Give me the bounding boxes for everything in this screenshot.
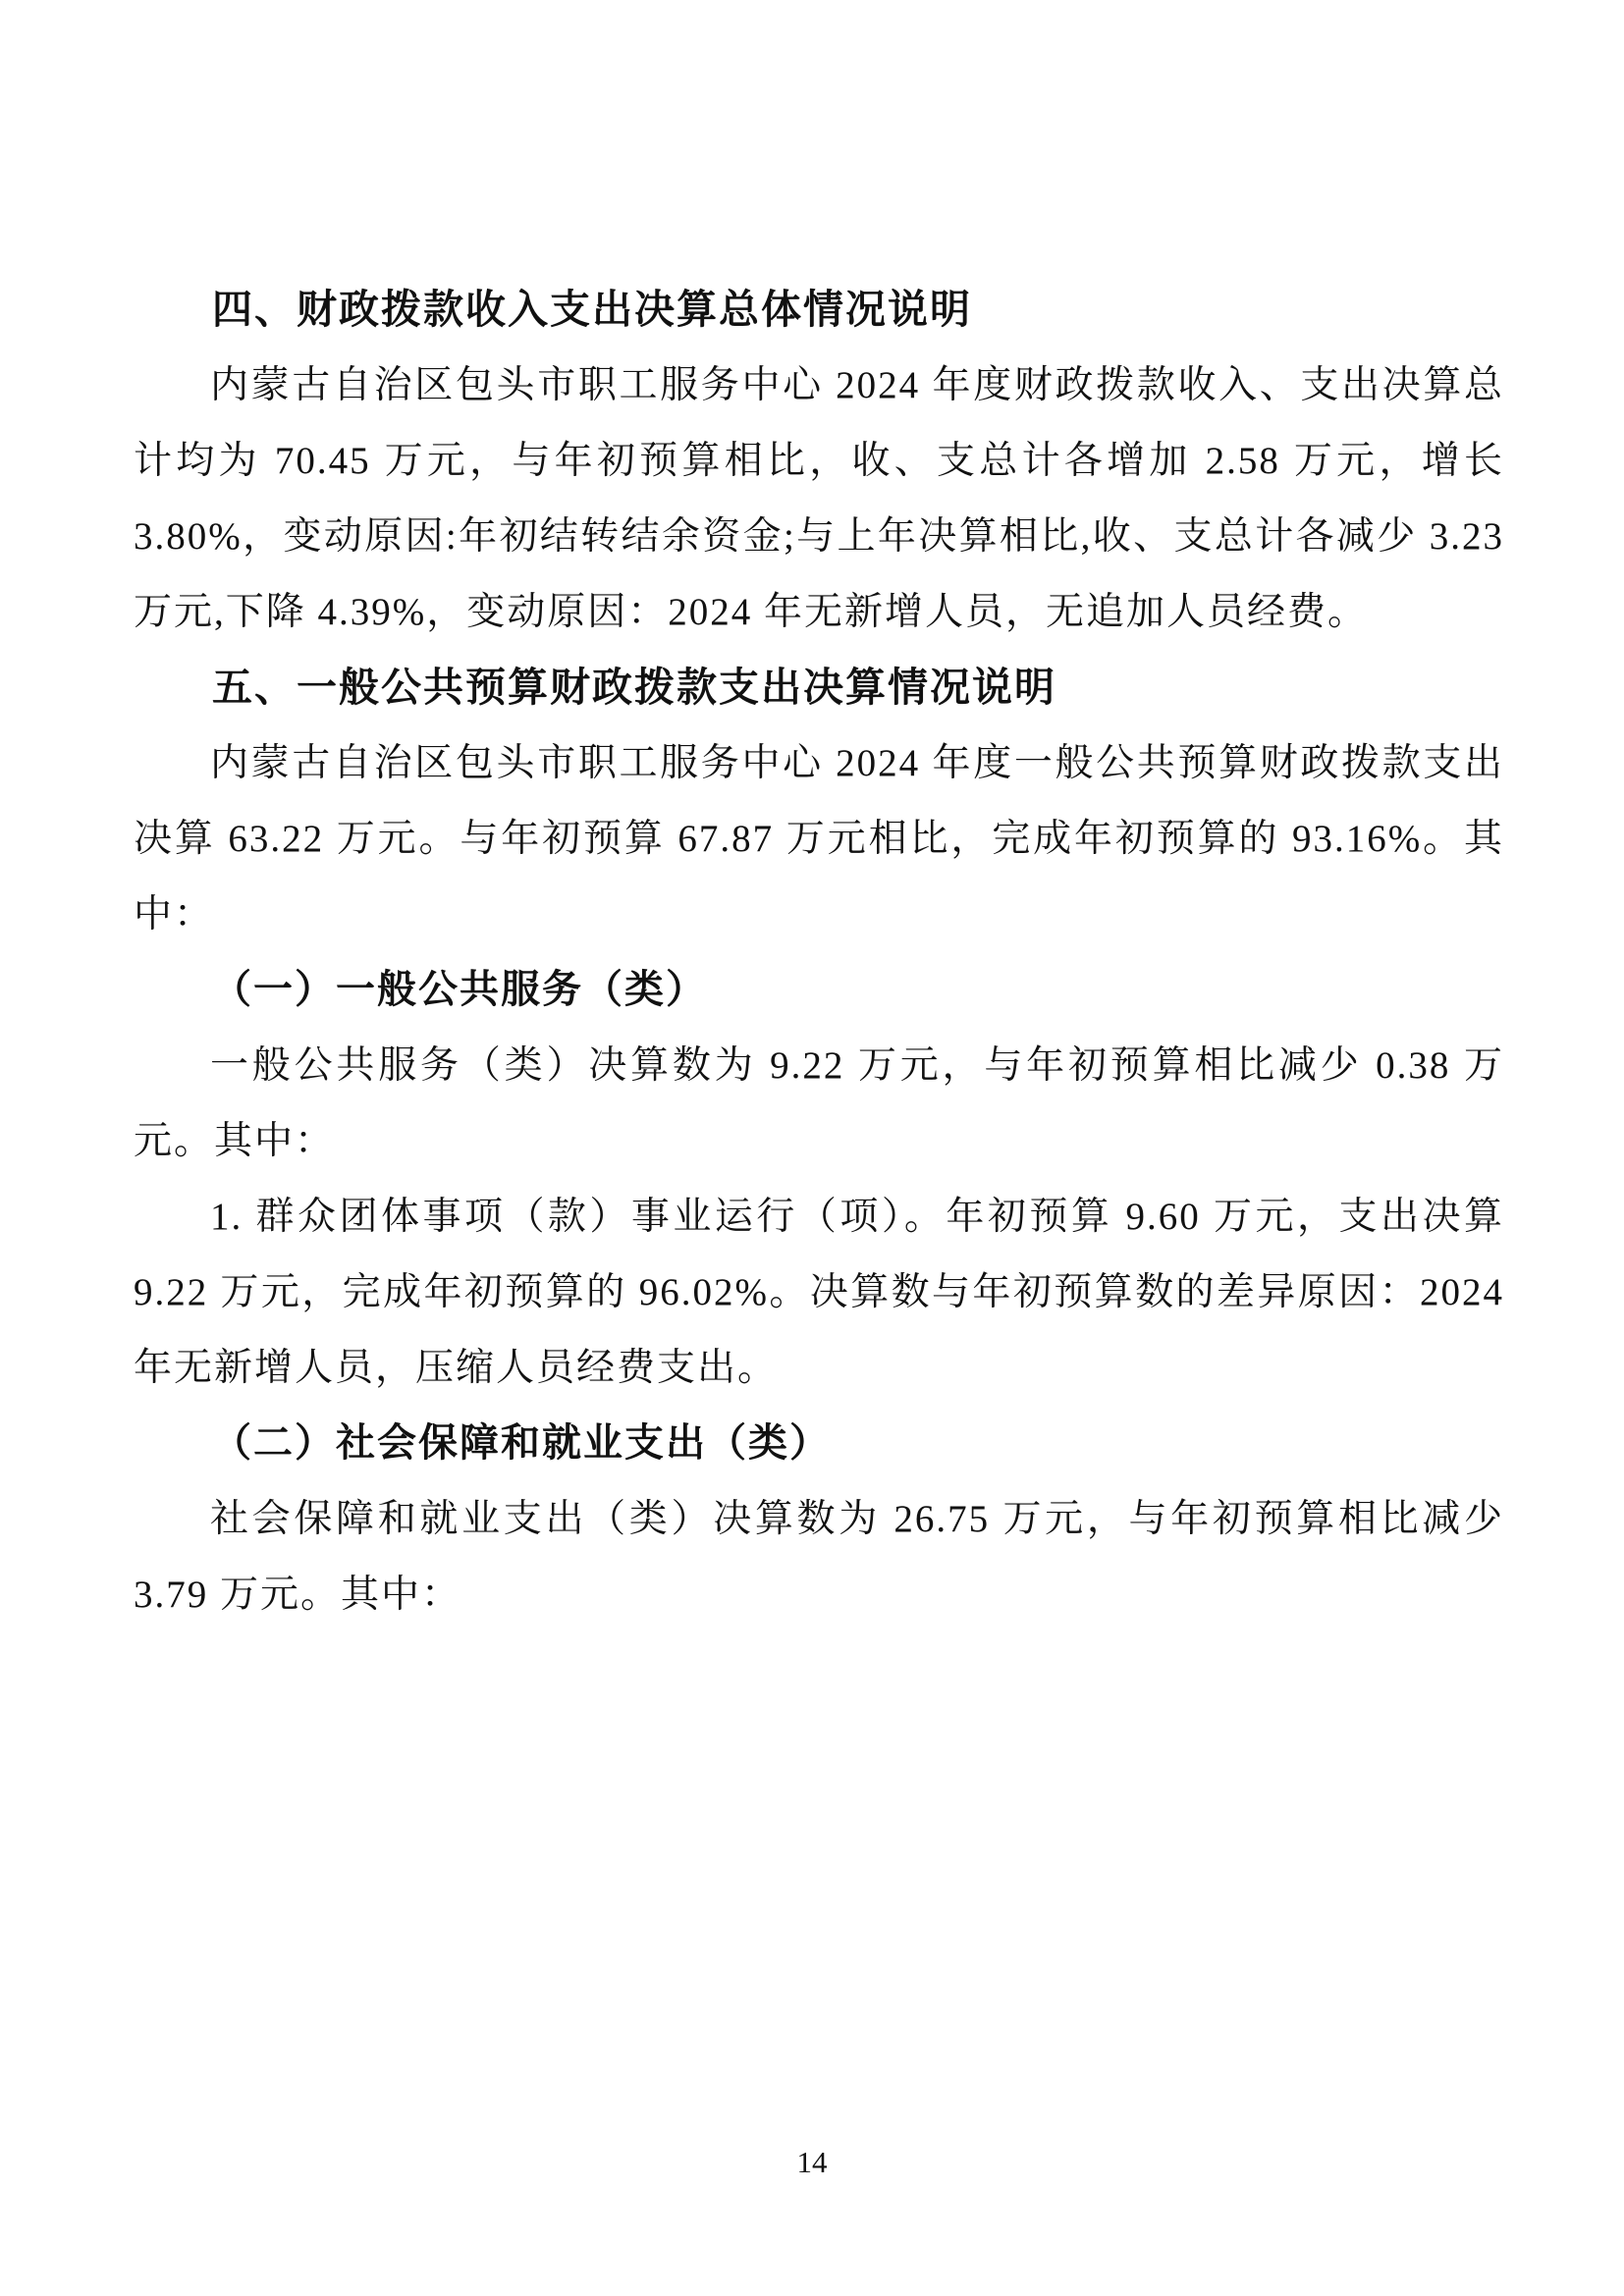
paragraph-fiscal-overall: 内蒙古自治区包头市职工服务中心 2024 年度财政拨款收入、支出决算总计均为 70.45 万元，与年初预算相比，收、支总计各增加 2.58 万元，增长 3.80%，变动原因:年初结转结余资金;与上年决算相比,收、支总计各减少 3.23 万元,下降 4.39%，变动原因：2024 年无新增人员，无追加人员经费。	[134, 364, 1504, 633]
paragraph-general-public-service: 一般公共服务（类）决算数为 9.22 万元，与年初预算相比减少 0.38 万元。其中：	[134, 1044, 1504, 1162]
subheading-general-public-service: （一）一般公共服务（类）	[212, 968, 707, 1011]
document-content	[134, 272, 1504, 1632]
paragraph-general-budget-expenditure: 内蒙古自治区包头市职工服务中心 2024 年度一般公共预算财政拨款支出决算 63.22 万元。与年初预算 67.87 万元相比，完成年初预算的 93.16%。其中：	[134, 742, 1504, 935]
section-heading-fiscal-overall: 四、财政拨款收入支出决算总体情况说明	[212, 287, 972, 332]
subheading-social-security-employment: （二）社会保障和就业支出（类）	[212, 1421, 831, 1465]
section-heading-general-budget-expenditure: 五、一般公共预算财政拨款支出决算情况说明	[212, 665, 1056, 710]
paragraph-mass-organization-item: 1. 群众团体事项（款）事业运行（项）。年初预算 9.60 万元，支出决算 9.22 万元，完成年初预算的 96.02%。决算数与年初预算数的差异原因：2024 年无新增人员，压缩人员经费支出。	[134, 1196, 1504, 1389]
paragraph-social-security-employment: 社会保障和就业支出（类）决算数为 26.75 万元，与年初预算相比减少 3.79 万元。其中：	[134, 1498, 1504, 1616]
page-number: 14	[796, 2145, 828, 2179]
